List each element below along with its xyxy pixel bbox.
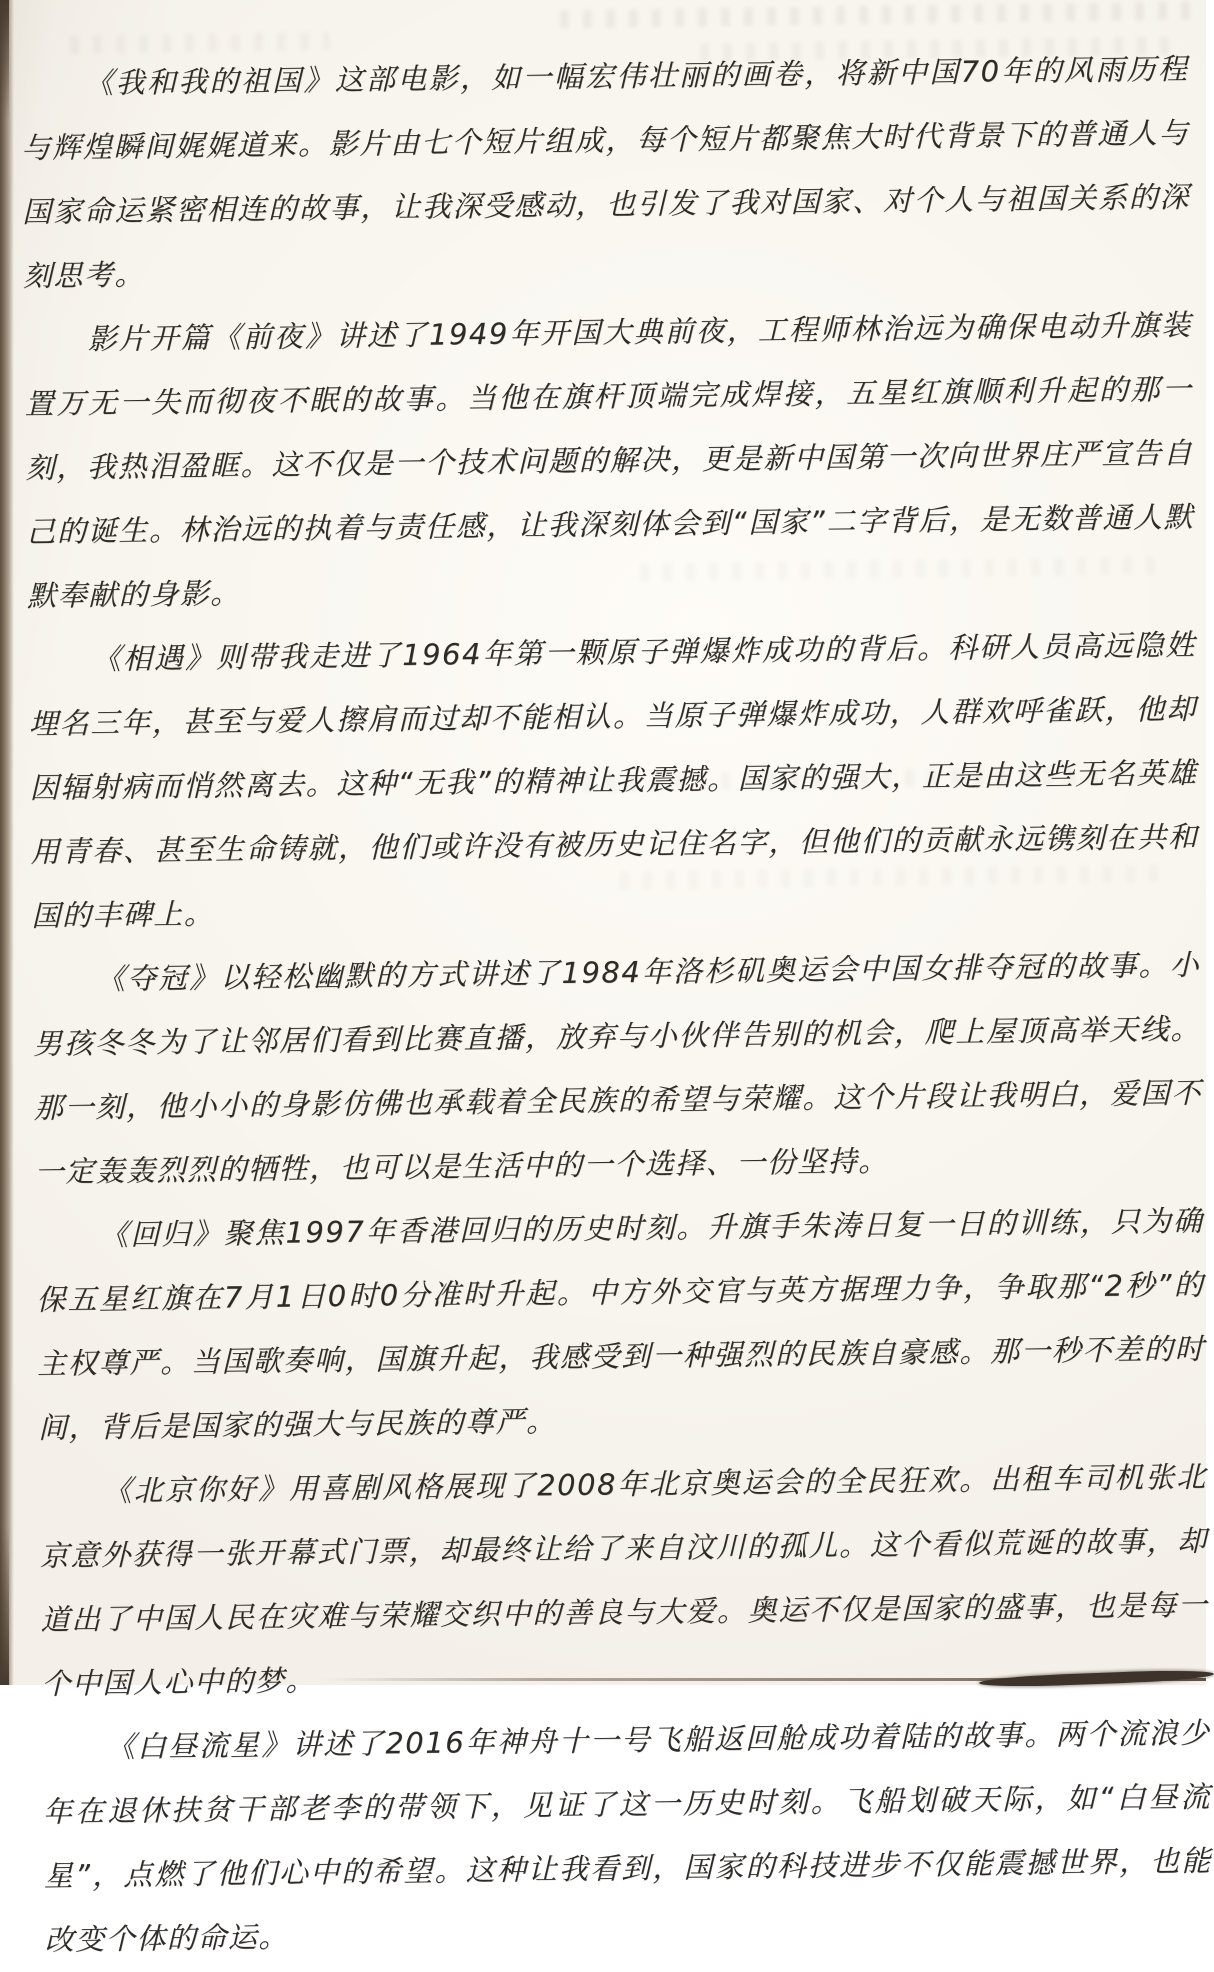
left-page-edge-shadow: [0, 0, 14, 1685]
essay-paragraph-beijing-nihao: 《北京你好》用喜剧风格展现了2008年北京奥运会的全民狂欢。出租车司机张北京意外获得一张开幕式门票，却最终让给了来自汶川的孤儿。这个看似荒诞的故事，却道出了中国人民在灾难与荣耀交织中的善良与大爱。奥运不仅是国家的盛事，也是每一个中国人心中的梦。: [39, 1459, 1209, 1701]
essay-paragraph-duoguan: 《夺冠》以轻松幽默的方式讲述了1984年洛杉矶奥运会中国女排夺冠的故事。小男孩冬冬为了让邻居们看到比赛直播，放弃与小伙伴告别的机会，爬上屋顶高举天线。那一刻，他小小的身影仿佛也承载着全民族的希望与荣耀。这个片段让我明白，爱国不一定轰轰烈烈的牺牲，也可以是生活中的一个选择、一份坚持。: [32, 947, 1202, 1189]
left-page-edge-shadow-bottom: [0, 1525, 9, 1685]
essay-paragraph-baizhou-liuxing: 《白昼流星》讲述了2016年神舟十一号飞船返回舱成功着陆的故事。两个流浪少年在退休扶贫干部老李的带领下，见证了这一历史时刻。飞船划破天际，如“白昼流星”，点燃了他们心中的希望。这种让我看到，国家的科技进步不仅能震撼世界，也能改变个体的命运。: [42, 1715, 1212, 1957]
essay-paragraph-xiangyu: 《相遇》则带我走进了1964年第一颗原子弹爆炸成功的背后。科研人员高远隐姓埋名三年，甚至与爱人擦肩而过却不能相认。当原子弹爆炸成功，人群欢呼雀跃，他却因辐射病而悄然离去。这种“无我”的精神让我震撼。国家的强大，正是由这些无名英雄用青春、甚至生命铸就，他们或许没有被历史记住名字，但他们的贡献永远镌刻在共和国的丰碑上。: [28, 627, 1199, 933]
bleed-through-texture: [560, 2, 1190, 29]
essay-paragraph-qianye: 影片开篇《前夜》讲述了1949年开国大典前夜，工程师林治远为确保电动升旗装置万无一失而彻夜不眠的故事。当他在旗杆顶端完成焊接，五星红旗顺利升起的那一刻，我热泪盈眶。这不仅是一个技术问题的解决，更是新中国第一次向世界庄严宣告自己的诞生。林治远的执着与责任感，让我深刻体会到“国家”二字背后，是无数普通人默默奉献的身影。: [24, 307, 1195, 613]
left-page-edge-shadow-top: [0, 0, 9, 120]
essay-paragraph-huigui: 《回归》聚焦1997年香港回归的历史时刻。升旗手朱涛日复一日的训练，只为确保五星红旗在7月1日0时0分准时升起。中方外交官与英方据理力争，争取那“2秒”的主权尊严。当国歌奏响，国旗升起，我感受到一种强烈的民族自豪感。那一秒不差的时间，背后是国家的强大与民族的尊严。: [36, 1203, 1206, 1445]
essay-paragraph-intro: 《我和我的祖国》这部电影，如一幅宏伟壮丽的画卷，将新中国70年的风雨历程与辉煌瞬间娓娓道来。影片由七个短片组成，每个短片都聚焦大时代背景下的普通人与国家命运紧密相连的故事，让我深受感动，也引发了我对国家、对个人与祖国关系的深刻思考。: [21, 51, 1191, 293]
